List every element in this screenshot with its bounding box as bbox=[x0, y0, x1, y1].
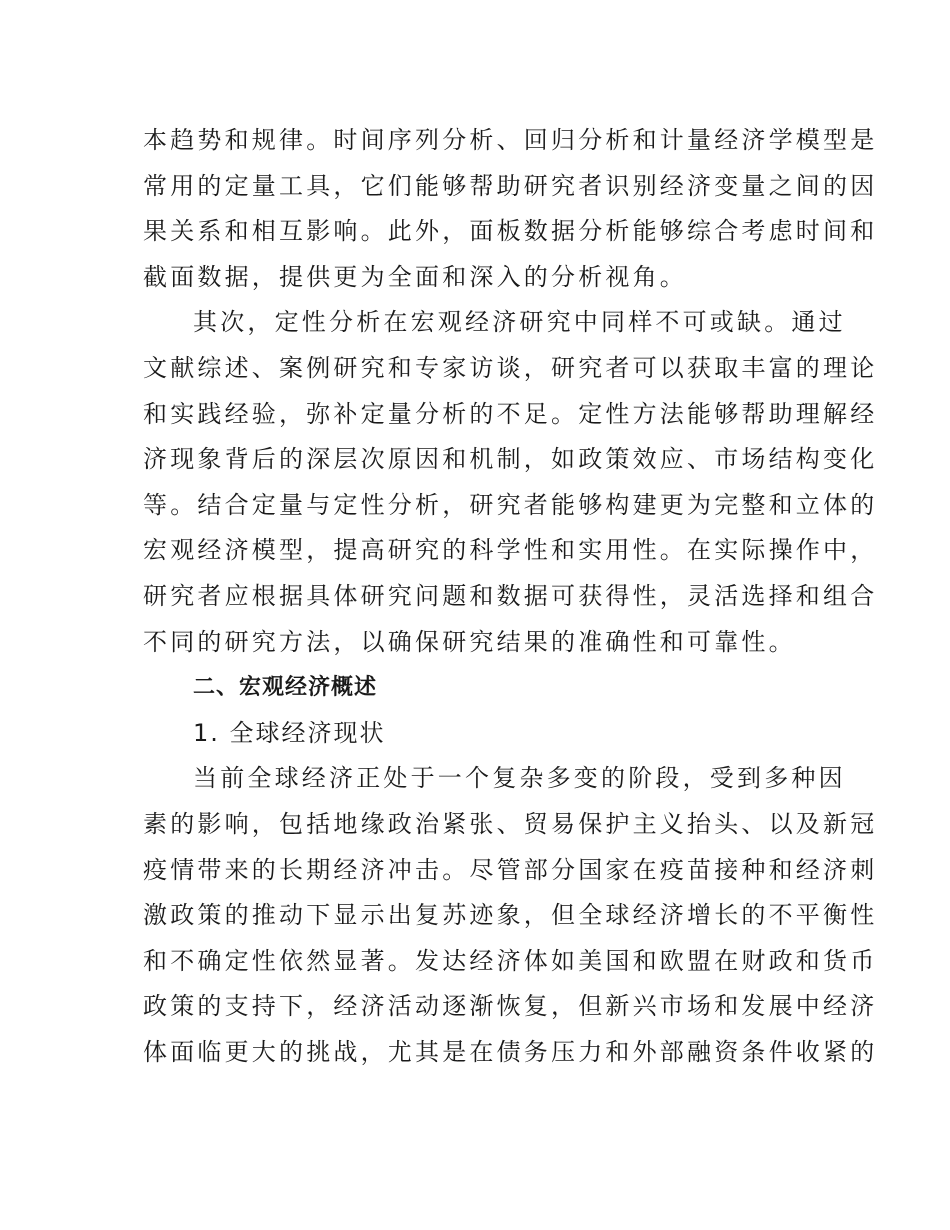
paragraph-line: 济现象背后的深层次原因和机制，如政策效应、市场结构变化 bbox=[143, 445, 878, 474]
paragraph-line: 等。结合定量与定性分析，研究者能够构建更为完整和立体的 bbox=[143, 490, 878, 519]
paragraph-line: 截面数据，提供更为全面和深入的分析视角。 bbox=[143, 262, 687, 291]
paragraph-global-economy bbox=[143, 756, 878, 1075]
paragraph-line: 政策的支持下，经济活动逐渐恢复，但新兴市场和发展中经济 bbox=[143, 992, 878, 1021]
paragraph-line: 常用的定量工具，它们能够帮助研究者识别经济变量之间的因 bbox=[143, 171, 878, 200]
paragraph-line: 疫情带来的长期经济冲击。尽管部分国家在疫苗接种和经济刺 bbox=[143, 855, 878, 884]
paragraph-line: 和实践经验，弥补定量分析的不足。定性方法能够帮助理解经 bbox=[143, 399, 878, 428]
paragraph-line: 激政策的推动下显示出复苏迹象，但全球经济增长的不平衡性 bbox=[143, 901, 878, 930]
paragraph-line: 研究者应根据具体研究问题和数据可获得性，灵活选择和组合 bbox=[143, 581, 878, 610]
paragraph-line: 素的影响，包括地缘政治紧张、贸易保护主义抬头、以及新冠 bbox=[143, 809, 878, 838]
paragraph-line: 宏观经济模型，提高研究的科学性和实用性。在实际操作中， bbox=[143, 536, 878, 565]
paragraph-line: 和不确定性依然显著。发达经济体如美国和欧盟在财政和货币 bbox=[143, 946, 878, 975]
paragraph-line: 文献综述、案例研究和专家访谈，研究者可以获取丰富的理论 bbox=[143, 353, 878, 382]
paragraph-qualitative-analysis bbox=[143, 300, 878, 665]
document-body bbox=[143, 118, 878, 1075]
paragraph-line: 其次，定性分析在宏观经济研究中同样不可或缺。通过 bbox=[193, 308, 846, 337]
paragraph-line: 体面临更大的挑战，尤其是在债务压力和外部融资条件收紧的 bbox=[143, 1037, 878, 1066]
subsection-heading: 1. 全球经济现状 bbox=[193, 718, 386, 747]
paragraph-line: 当前全球经济正处于一个复杂多变的阶段，受到多种因 bbox=[193, 764, 846, 793]
paragraph-line: 本趋势和规律。时间序列分析、回归分析和计量经济学模型是 bbox=[143, 126, 878, 154]
paragraph-line: 不同的研究方法，以确保研究结果的准确性和可靠性。 bbox=[143, 627, 796, 656]
section-heading: 二、宏观经济概述 bbox=[193, 675, 378, 701]
paragraph-line: 果关系和相互影响。此外，面板数据分析能够综合考虑时间和 bbox=[143, 217, 878, 246]
paragraph-quantitative-tools bbox=[143, 118, 878, 300]
